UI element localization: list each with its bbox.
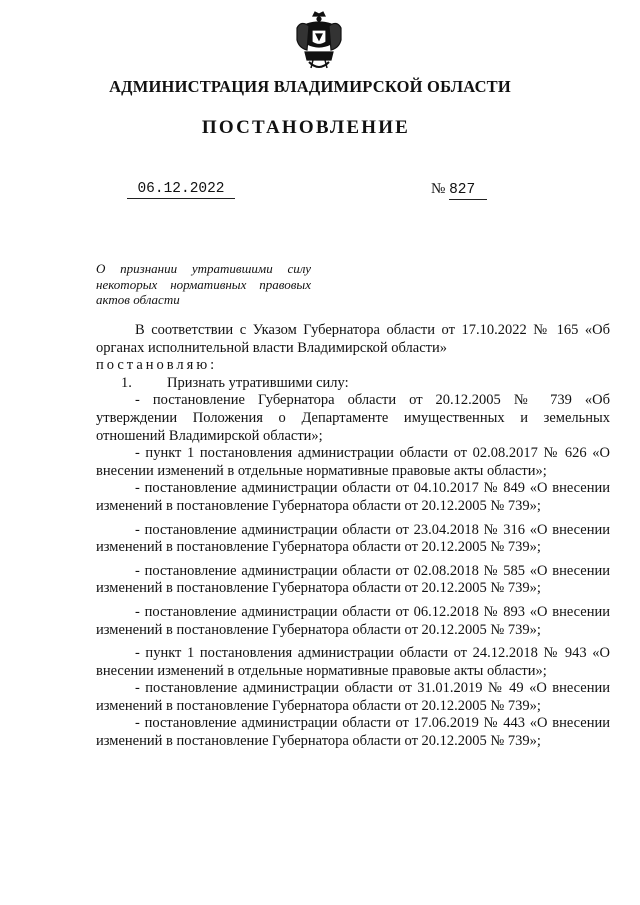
- coat-of-arms-emblem: [293, 10, 345, 74]
- entry-6: - постановление администрации области от 06.12.2018 № 893 «О внесении изменений в постановление Губернатора области от 20.12.2005 № 739»;: [96, 603, 610, 638]
- subject-heading: [96, 261, 311, 308]
- entry-7: - пункт 1 постановления администрации области от 24.12.2018 № 943 «О внесении изменений в отдельные нормативные правовые акты области»;: [96, 645, 610, 679]
- list-item-1: [96, 375, 610, 393]
- entry-1: - постановление Губернатора области от 20.12.2005 № 739 «Об утверждении Положения о Департаменте имущественных и земельных отношений Владимирской области»;: [96, 392, 610, 444]
- document-number: [431, 180, 487, 200]
- document-date: 06.12.2022: [127, 180, 235, 199]
- entry-3: - постановление администрации области от 04.10.2017 № 849 «О внесении изменений в постановление Губернатора области от 20.12.2005 № 739»;: [96, 480, 610, 514]
- organization-name: АДМИНИСТРАЦИЯ ВЛАДИМИРСКОЙ ОБЛАСТИ: [109, 77, 511, 96]
- entry-2: - пункт 1 постановления администрации области от 02.08.2017 № 626 «О внесении изменений в отдельные нормативные правовые акты области»;: [96, 445, 610, 479]
- item-number: 1.: [121, 374, 132, 391]
- document-body: [96, 322, 610, 751]
- subject-line-3: актов области: [96, 292, 180, 307]
- number-value: 827: [449, 181, 487, 200]
- subject-line-2: некоторых нормативных правовых: [96, 276, 311, 292]
- subject-line-1: О признании утратившими силу: [96, 261, 311, 276]
- entry-8: - постановление администрации области от 31.01.2019 № 49 «О внесении изменений в постановление Губернатора области от 20.12.2005 № 739»;: [96, 680, 610, 714]
- preamble-paragraph: В соответствии с Указом Губернатора области от 17.10.2022 № 165 «Об органах исполнительной власти Владимирской области»: [96, 322, 610, 356]
- entry-4: - постановление администрации области от 23.04.2018 № 316 «О внесении изменений в постановление Губернатора области от 20.12.2005 № 739»;: [96, 521, 610, 556]
- document-type-title: ПОСТАНОВЛЕНИЕ: [201, 117, 411, 138]
- number-label: №: [431, 181, 446, 197]
- decree-word: постановляю:: [96, 357, 218, 374]
- entry-5: - постановление администрации области от 02.08.2018 № 585 «О внесении изменений в постановление Губернатора области от 20.12.2005 № 739»;: [96, 562, 610, 597]
- item-text: Признать утратившими силу:: [167, 374, 349, 391]
- entry-9: - постановление администрации области от 17.06.2019 № 443 «О внесении изменений в постановление Губернатора области от 20.12.2005 № 739»;: [96, 715, 610, 750]
